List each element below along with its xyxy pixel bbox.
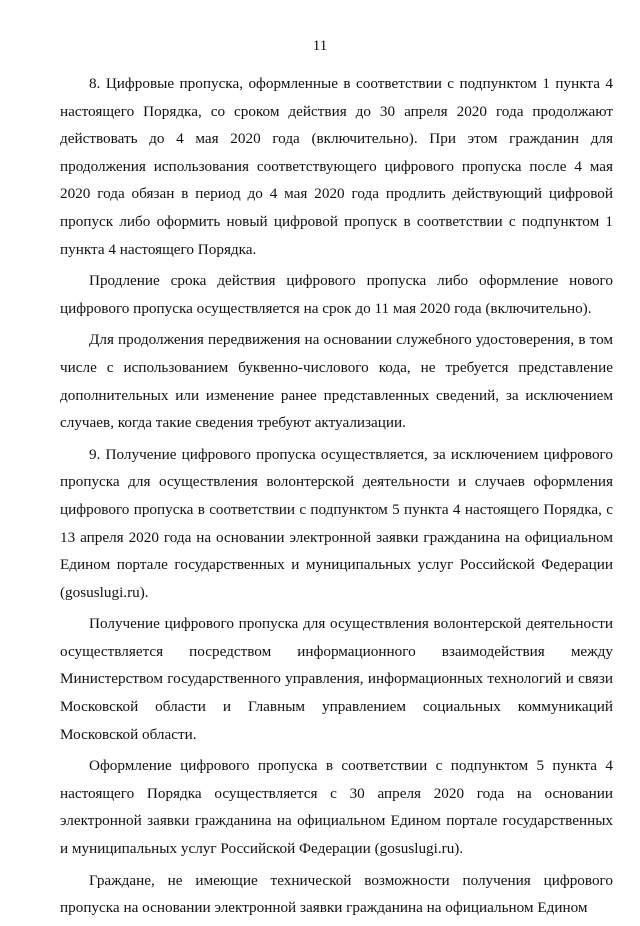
paragraph-9-obtaining-pass: 9. Получение цифрового пропуска осуществляется, за исключением цифрового пропуска для осуществления волонтерской деятельности и случаев оформления цифрового пропуска в соответствии с подпунктом 5 пункта 4 настоящего Порядка, с 13 апреля 2020 года на основании электронной заявки гражданина на официальном Едином портале государственных и муниципальных услуг Российской Федерации (gosuslugi.ru). [60,445,613,601]
page-number: 11 [312,38,328,54]
paragraph-volunteer-pass: Получение цифрового пропуска для осуществления волонтерской деятельности осуществляется посредством информационного взаимодействия между Министерством государственного управления, информационных технологий и связи Московской области и Главным управлением социальных коммуникаций Московской области. [60,615,613,743]
paragraph-service-certificate: Для продолжения передвижения на основании служебного удостоверения, в том числе с использованием буквенно-числового кода, не требуется представление дополнительных или изменение ранее представленных сведений, за исключением случаев, когда такие сведения требуют актуализации. [60,331,613,432]
paragraph-subclause-5-pass: Оформление цифрового пропуска в соответствии с подпунктом 5 пункта 4 настоящего Порядка осуществляется с 30 апреля 2020 года на основании электронной заявки гражданина на официальном Едином портале государственных и муниципальных услуг Российской Федерации (gosuslugi.ru). [60,757,613,858]
paragraph-pass-extension: Продление срока действия цифрового пропуска либо оформление нового цифрового пропуска осуществляется на срок до 11 мая 2020 года (включительно). [60,272,613,317]
paragraph-no-technical-means: Граждане, не имеющие технической возможности получения цифрового пропуска на основании электронной заявки гражданина на официальном Едином [60,871,613,917]
paragraph-8-digital-passes: 8. Цифровые пропуска, оформленные в соответствии с подпунктом 1 пункта 4 настоящего Порядка, со сроком действия до 30 апреля 2020 года продолжают действовать до 4 мая 2020 года (включительно). При этом гражданин для продолжения использования соответствующего цифрового пропуска после 4 мая 2020 года обязан в период до 4 мая 2020 года продлить действующий цифровой пропуск либо оформить новый цифровой пропуск в соответствии с подпунктом 1 пункта 4 настоящего Порядка. [60,75,613,258]
document-body [60,70,613,926]
